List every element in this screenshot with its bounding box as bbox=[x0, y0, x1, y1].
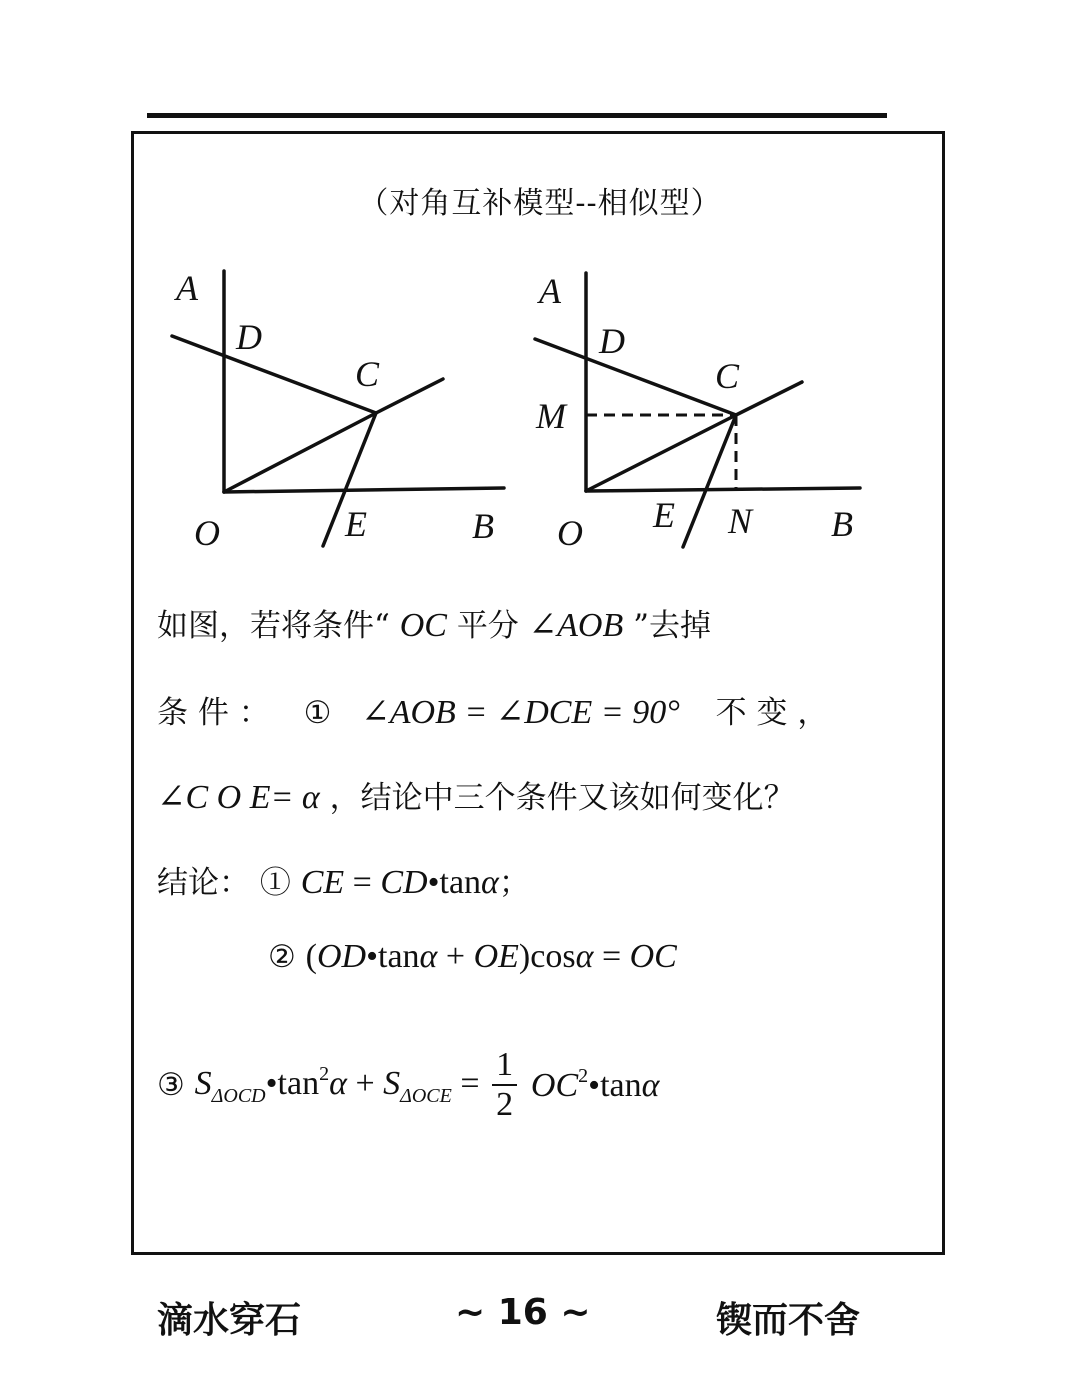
math-alpha: α bbox=[329, 1064, 347, 1102]
math-angle-aob: ∠AOB bbox=[528, 607, 624, 644]
fraction-denominator: 2 bbox=[496, 1086, 514, 1123]
footer-right-motto: 锲而不舍 bbox=[716, 1300, 861, 1341]
circled-one: ① bbox=[259, 865, 291, 901]
math-oc: OC bbox=[530, 1067, 579, 1104]
math-alpha: α bbox=[575, 938, 594, 975]
math-tan: tan bbox=[439, 864, 482, 901]
text-semicolon: ； bbox=[498, 865, 530, 901]
math-ce: CE bbox=[300, 864, 345, 901]
text-lead: 如图，若将条件“ bbox=[157, 608, 390, 644]
text-question: ，结论中三个条件又该如何变化？ bbox=[329, 780, 795, 816]
top-rule bbox=[147, 113, 887, 118]
math-exp: 2 bbox=[578, 1065, 589, 1087]
label-c: C bbox=[355, 354, 380, 394]
segment-oc bbox=[586, 415, 736, 491]
text-conclusion-label: 结论： bbox=[157, 865, 250, 901]
figure-right bbox=[525, 255, 875, 565]
math-alpha: α bbox=[419, 938, 438, 975]
math-tan: tan bbox=[378, 938, 420, 975]
math-paren-open: ( bbox=[305, 938, 317, 975]
label-c: C bbox=[715, 356, 740, 396]
label-b: B bbox=[472, 506, 494, 546]
conclusion-one bbox=[157, 857, 530, 902]
math-dot: • bbox=[427, 864, 440, 901]
label-d: D bbox=[236, 317, 262, 357]
text-bisect: 平分 bbox=[456, 608, 519, 644]
math-equals: = bbox=[344, 864, 381, 901]
math-equals: = bbox=[451, 1064, 489, 1102]
section-subtitle: （对角互补模型--相似型） bbox=[358, 186, 722, 221]
math-oc: OC bbox=[399, 607, 447, 644]
label-b: B bbox=[831, 504, 853, 544]
text-unchanged: 不 变 ， bbox=[715, 695, 829, 731]
math-alpha: α bbox=[641, 1067, 660, 1104]
math-cos: cos bbox=[530, 938, 576, 975]
math-tan: tan bbox=[277, 1064, 320, 1102]
ray-ob bbox=[224, 488, 504, 492]
math-s: S bbox=[194, 1064, 212, 1102]
footer-left-motto: 滴水穿石 bbox=[157, 1300, 302, 1341]
ray-oc-extension bbox=[376, 379, 443, 413]
math-alpha: α bbox=[481, 864, 499, 901]
paragraph-condition bbox=[157, 600, 711, 645]
math-dot: • bbox=[366, 938, 378, 975]
math-equals: = bbox=[593, 938, 630, 975]
math-plus: + bbox=[346, 1064, 384, 1102]
segment-oc bbox=[224, 413, 376, 492]
label-a: A bbox=[176, 268, 198, 308]
label-o: O bbox=[557, 513, 583, 553]
math-s: S bbox=[383, 1064, 401, 1102]
math-right-angles: ∠AOB = ∠DCE = 90° bbox=[361, 694, 680, 731]
math-angle-coe: ∠C O E= α bbox=[157, 779, 320, 816]
label-m: M bbox=[536, 396, 566, 436]
figure-left bbox=[150, 255, 520, 565]
math-oe: OE bbox=[473, 938, 519, 975]
math-paren-close: ) bbox=[518, 938, 531, 975]
circled-three: ③ bbox=[157, 1067, 185, 1103]
math-expression-rhs bbox=[530, 1065, 660, 1104]
math-od: OD bbox=[316, 938, 367, 975]
segment-dc bbox=[172, 336, 376, 413]
conclusion-three bbox=[157, 1046, 659, 1124]
paragraph-question bbox=[157, 772, 795, 817]
math-dot: • bbox=[588, 1067, 601, 1104]
paragraph-conditions bbox=[157, 687, 828, 732]
ray-oc-extension bbox=[736, 382, 802, 415]
math-dot: • bbox=[265, 1064, 278, 1102]
text-condition-label: 条 件 ： bbox=[157, 695, 270, 731]
text-remove: ”去掉 bbox=[633, 608, 711, 644]
math-sub-ocd: ΔOCD bbox=[211, 1084, 266, 1107]
math-fraction-half bbox=[492, 1046, 517, 1124]
conclusion-two bbox=[268, 938, 677, 976]
label-n: N bbox=[728, 501, 753, 541]
label-a: A bbox=[539, 271, 561, 311]
math-oc: OC bbox=[629, 938, 677, 975]
math-tan: tan bbox=[600, 1067, 642, 1104]
math-sub-oce: ΔOCE bbox=[400, 1084, 452, 1107]
circled-one: ① bbox=[303, 695, 332, 731]
ray-ob bbox=[586, 488, 860, 491]
math-expression bbox=[194, 1062, 489, 1107]
label-e: E bbox=[653, 495, 675, 535]
label-e: E bbox=[345, 504, 367, 544]
math-exp: 2 bbox=[319, 1062, 330, 1085]
math-plus: + bbox=[437, 938, 474, 975]
circled-two: ② bbox=[268, 939, 296, 975]
math-cd: CD bbox=[380, 864, 428, 901]
label-d: D bbox=[599, 321, 625, 361]
label-o: O bbox=[194, 513, 220, 553]
page-number: ~ 16 ~ bbox=[455, 1292, 591, 1333]
fraction-numerator: 1 bbox=[492, 1046, 517, 1086]
